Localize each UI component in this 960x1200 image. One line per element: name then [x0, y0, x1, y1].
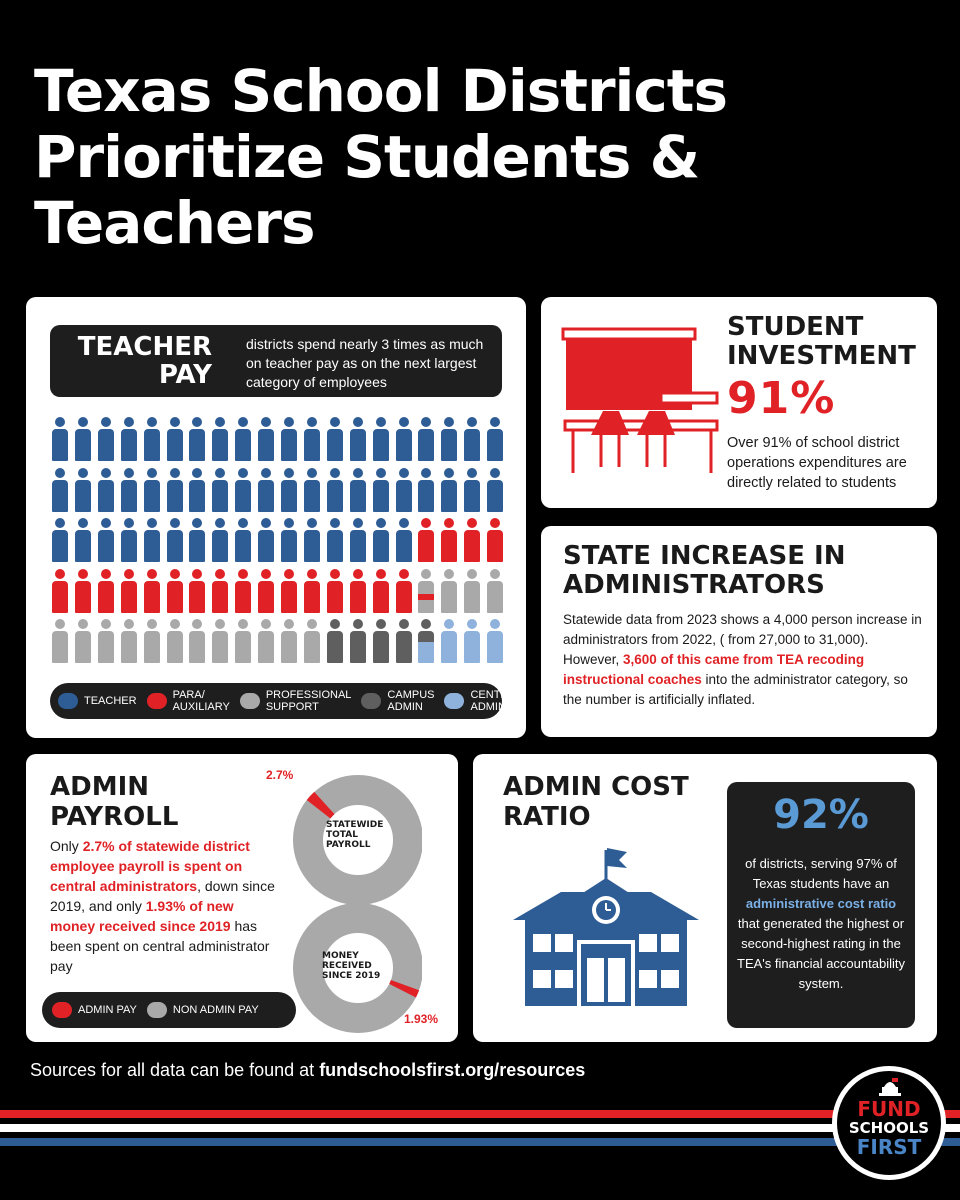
person-icon: [144, 468, 160, 512]
admin-pay-swatch: [52, 1002, 72, 1018]
legend-non-admin-pay: [147, 1002, 259, 1018]
person-icon: [281, 569, 297, 613]
teacher-pay-title-line1: TEACHER: [77, 332, 212, 362]
person-icon: [418, 468, 434, 512]
person-icon: [189, 518, 205, 562]
non-admin-pay-label: NON ADMIN PAY: [172, 1004, 259, 1016]
si-title-line2: INVESTMENT: [727, 341, 916, 371]
person-icon: [350, 569, 366, 613]
person-icon: [52, 619, 68, 663]
people-pictogram: [52, 417, 510, 665]
money-donut-admin-slice: [403, 985, 405, 991]
person-icon: [396, 518, 412, 562]
person-icon: [98, 417, 114, 461]
person-icon: [464, 518, 480, 562]
teacher-pay-legend: [50, 683, 522, 719]
admin-cost-text: [737, 854, 905, 994]
money-donut-label: [322, 951, 380, 981]
person-icon: [281, 619, 297, 663]
person-icon: [327, 619, 343, 663]
admin-payroll-card: [26, 754, 458, 1042]
ac-text-before: of districts, serving 97% of Texas students have an: [745, 856, 897, 891]
person-icon: [121, 569, 137, 613]
person-icon: [189, 468, 205, 512]
page-title: [34, 58, 914, 256]
person-icon: [98, 619, 114, 663]
ap-text-3: , down since 2019, and only: [50, 878, 275, 914]
person-icon: [52, 468, 68, 512]
person-icon: [144, 518, 160, 562]
person-icon: [464, 468, 480, 512]
admin-cost-card: [473, 754, 937, 1042]
state-increase-card: [541, 526, 937, 737]
capitol-icon: [877, 1077, 903, 1097]
person-icon: [281, 518, 297, 562]
d2-label-3: SINCE 2019: [322, 971, 381, 981]
person-icon: [167, 518, 183, 562]
person-icon: [350, 518, 366, 562]
person-icon: [350, 468, 366, 512]
teacher-pay-header: [50, 325, 502, 397]
person-icon: [235, 619, 251, 663]
admin-payroll-legend: [42, 992, 296, 1028]
person-icon: [396, 468, 412, 512]
st-title-line2: ADMINISTRATORS: [563, 570, 825, 600]
person-icon: [212, 518, 228, 562]
person-icon: [487, 569, 503, 613]
person-icon: [373, 569, 389, 613]
person-icon: [373, 518, 389, 562]
legend-label: TEACHER: [84, 695, 137, 707]
person-icon: [121, 468, 137, 512]
person-icon: [396, 619, 412, 663]
teacher-pay-card: [26, 297, 526, 738]
student-investment-text: Over 91% of school district operations expenditures are directly related to students: [727, 435, 907, 491]
person-icon: [75, 518, 91, 562]
admin-payroll-text: [50, 836, 280, 976]
person-icon: [98, 518, 114, 562]
person-icon: [464, 417, 480, 461]
person-icon: [258, 569, 274, 613]
logo-first: FIRST: [856, 1135, 922, 1159]
person-icon: [235, 468, 251, 512]
fund-schools-first-logo: [832, 1066, 946, 1180]
person-icon: [441, 619, 457, 663]
admin-payroll-title: [50, 772, 250, 832]
person-icon: [235, 518, 251, 562]
person-icon: [212, 417, 228, 461]
sources-link[interactable]: fundschoolsfirst.org/resources: [319, 1060, 586, 1080]
person-icon: [52, 417, 68, 461]
person-icon: [167, 619, 183, 663]
person-icon: [281, 468, 297, 512]
sources-prefix: Sources for all data can be found at: [30, 1060, 320, 1080]
person-icon: [418, 518, 434, 562]
person-icon: [304, 518, 320, 562]
person-icon: [167, 468, 183, 512]
person-icon: [327, 468, 343, 512]
person-icon: [258, 619, 274, 663]
d2-label-1: MONEY: [322, 951, 359, 961]
person-icon: [167, 417, 183, 461]
person-icon: [487, 619, 503, 663]
person-icon: [75, 569, 91, 613]
legend-label: CENTRAL ADMIN: [470, 689, 522, 713]
person-icon: [52, 569, 68, 613]
person-icon: [418, 417, 434, 461]
person-icon: [396, 569, 412, 613]
title-line-2: Prioritize Students &: [34, 123, 700, 191]
person-icon: [98, 468, 114, 512]
st-text-before: Statewide data from 2023 shows a 4,000 person increase in administrators from 2022, ( from 27,000 to 31,000). However,: [563, 612, 922, 667]
state-increase-title: [563, 542, 933, 600]
person-icon: [418, 619, 434, 663]
st-text-after: into the administrator category, so the number is artificially inflated.: [563, 672, 908, 707]
legend-item-0: [58, 693, 137, 709]
ap-title-line1: ADMIN: [50, 772, 150, 802]
person-icon: [189, 569, 205, 613]
person-icon: [327, 569, 343, 613]
flag-stripes: [0, 1110, 960, 1152]
st-text-highlight: 3,600 of this came from TEA recoding instructional coaches: [563, 652, 865, 687]
person-icon: [373, 417, 389, 461]
person-icon: [396, 417, 412, 461]
red-stripe: [0, 1110, 960, 1118]
person-icon: [52, 518, 68, 562]
blue-stripe: [0, 1138, 960, 1146]
person-icon: [350, 417, 366, 461]
person-icon: [258, 417, 274, 461]
person-icon: [144, 417, 160, 461]
legend-label: CAMPUS ADMIN: [387, 689, 435, 713]
legend-swatch: [361, 693, 381, 709]
person-icon: [212, 468, 228, 512]
admin-cost-title: [503, 772, 723, 832]
payroll-donut-label: [326, 820, 383, 850]
person-icon: [327, 417, 343, 461]
person-icon: [304, 417, 320, 461]
ac-text-after: that generated the highest or second-highest rating in the TEA's financial accountability system.: [737, 916, 905, 991]
person-icon: [281, 417, 297, 461]
person-icon: [212, 569, 228, 613]
logo-fund: FUND: [857, 1097, 921, 1121]
person-icon: [441, 417, 457, 461]
person-icon: [75, 417, 91, 461]
person-icon: [464, 569, 480, 613]
person-icon: [441, 569, 457, 613]
st-title-line1: STATE INCREASE IN: [563, 541, 846, 571]
si-title-line1: STUDENT: [727, 312, 864, 342]
d1-label-1: STATEWIDE: [326, 820, 384, 830]
teacher-pay-title: [62, 333, 212, 389]
non-admin-pay-swatch: [147, 1002, 167, 1018]
person-icon: [144, 619, 160, 663]
person-icon: [487, 518, 503, 562]
legend-admin-pay: [52, 1002, 137, 1018]
person-icon: [373, 468, 389, 512]
admin-cost-box: [727, 782, 915, 1028]
school-building-icon: [511, 840, 701, 1010]
student-investment-title: [727, 313, 927, 371]
person-icon: [464, 619, 480, 663]
d2-label-2: RECEIVED: [322, 961, 372, 971]
legend-swatch: [444, 693, 464, 709]
teacher-pay-title-line2: PAY: [158, 360, 212, 390]
ac-title-line2: RATIO: [503, 802, 591, 832]
teacher-pay-description: districts spend nearly 3 times as much on teacher pay as on the next largest category of employees: [246, 336, 484, 390]
sources-note: [30, 1060, 585, 1081]
person-icon: [441, 518, 457, 562]
legend-item-2: [240, 689, 352, 713]
person-icon: [373, 619, 389, 663]
d1-label-2: TOTAL: [326, 830, 358, 840]
person-icon: [327, 518, 343, 562]
admin-pay-label: ADMIN PAY: [78, 1004, 137, 1016]
legend-swatch: [147, 693, 167, 709]
person-icon: [487, 468, 503, 512]
person-icon: [75, 619, 91, 663]
payroll-donut-admin-slice: [319, 803, 325, 809]
logo-schools: SCHOOLS: [848, 1119, 930, 1137]
person-icon: [121, 619, 137, 663]
money-donut-percent: 1.93%: [404, 1012, 439, 1026]
person-icon: [235, 569, 251, 613]
student-investment-percent: 91%: [727, 373, 836, 424]
ap-text-4: 1.93% of new money received since 2019: [50, 898, 234, 934]
person-icon: [189, 417, 205, 461]
person-icon: [350, 619, 366, 663]
admin-cost-percent: 92%: [773, 792, 869, 838]
person-icon: [189, 619, 205, 663]
legend-item-4: [444, 689, 521, 713]
payroll-donut-percent: 2.7%: [266, 768, 294, 782]
ap-text-1: Only: [50, 838, 83, 854]
person-icon: [441, 468, 457, 512]
ap-text-5: has been spent on central administrator pay: [50, 918, 270, 974]
person-icon: [304, 619, 320, 663]
ac-text-highlight: administrative cost ratio: [745, 896, 897, 911]
person-icon: [304, 569, 320, 613]
person-icon: [167, 569, 183, 613]
person-icon: [258, 468, 274, 512]
legend-label: PARA/ AUXILIARY: [172, 689, 230, 713]
person-icon: [235, 417, 251, 461]
ap-title-line2: PAYROLL: [50, 802, 179, 832]
person-icon: [418, 569, 434, 613]
person-icon: [144, 569, 160, 613]
ap-text-2: 2.7% of statewide district employee payroll is spent on central administrators: [50, 838, 250, 894]
white-stripe: [0, 1124, 960, 1132]
person-icon: [75, 468, 91, 512]
legend-item-1: [147, 689, 230, 713]
student-investment-card: [541, 297, 937, 508]
person-icon: [121, 417, 137, 461]
person-icon: [304, 468, 320, 512]
title-line-1: Texas School Districts: [34, 57, 728, 125]
legend-label: PROFESSIONAL SUPPORT: [265, 689, 352, 713]
d1-label-3: PAYROLL: [326, 840, 371, 850]
person-icon: [121, 518, 137, 562]
classroom-icon: [561, 327, 721, 477]
title-line-3: Teachers: [34, 189, 315, 257]
state-increase-text: [563, 610, 923, 710]
person-icon: [212, 619, 228, 663]
person-icon: [258, 518, 274, 562]
person-icon: [487, 417, 503, 461]
ac-title-line1: ADMIN COST: [503, 772, 689, 802]
person-icon: [98, 569, 114, 613]
legend-swatch: [240, 693, 260, 709]
legend-swatch: [58, 693, 78, 709]
legend-item-3: [361, 689, 434, 713]
